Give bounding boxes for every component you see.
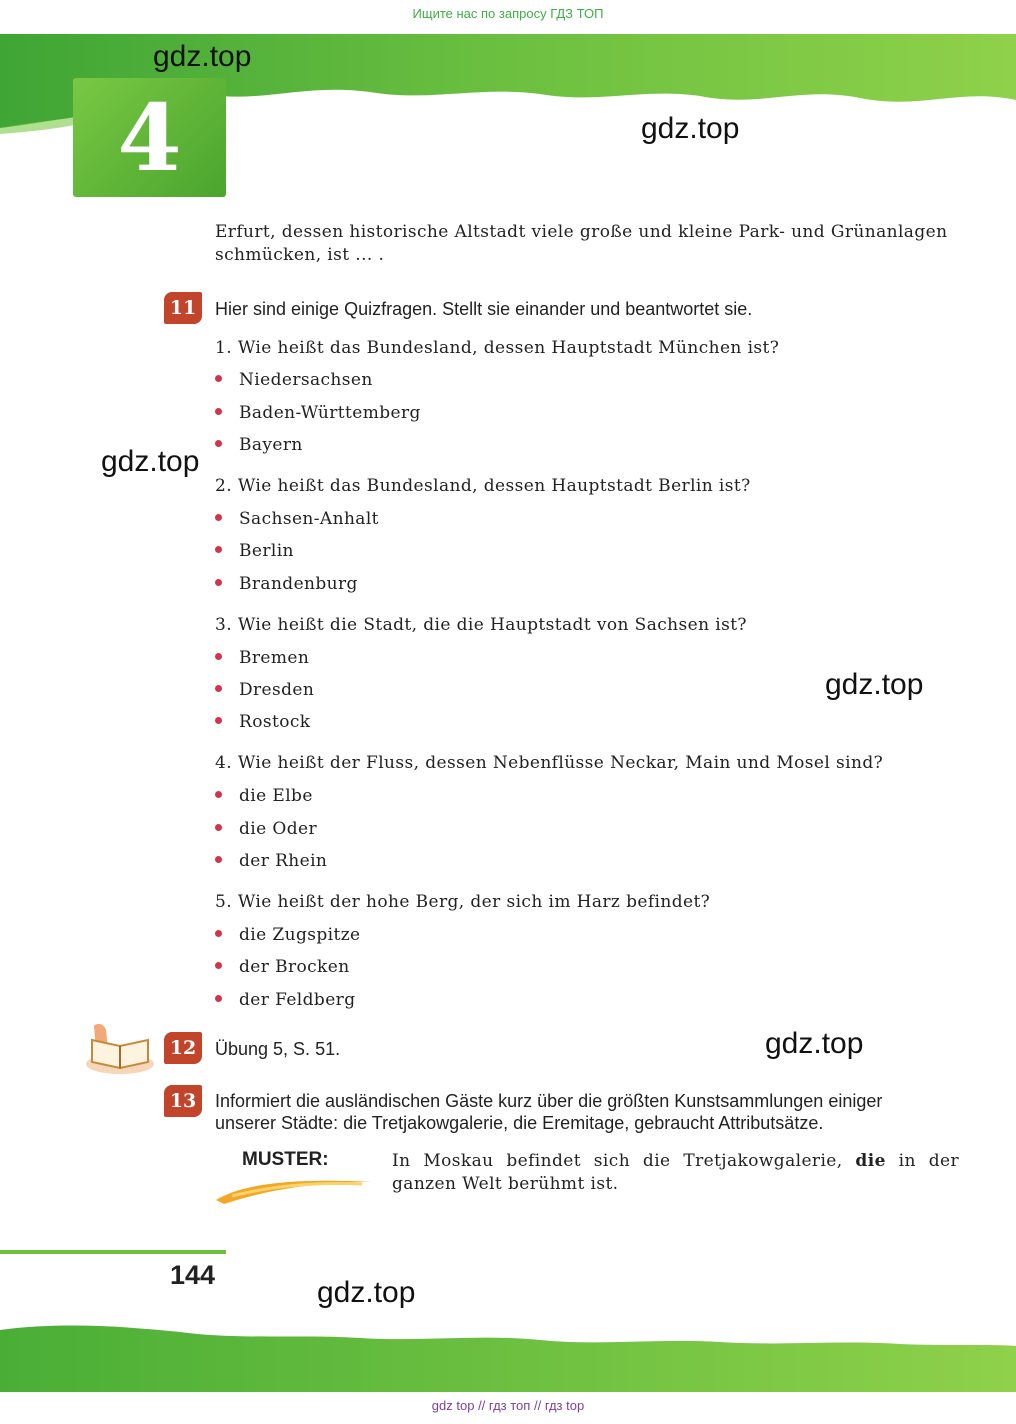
chapter-number: 4 (117, 83, 182, 192)
answer-option: Berlin (215, 541, 294, 561)
watermark: gdz.top (641, 112, 740, 145)
answer-option: Dresden (215, 680, 314, 700)
muster-label: MUSTER: (242, 1149, 329, 1170)
footer-link[interactable]: гдз топ (488, 1398, 531, 1413)
exercise-number: 12 (169, 1037, 197, 1059)
answer-option: die Zugspitze (215, 925, 361, 945)
quiz-question-1: 1. Wie heißt das Bundesland, dessen Hauptstadt München ist? (215, 338, 780, 358)
bullet-icon (215, 408, 222, 415)
answer-option: Bremen (215, 648, 309, 668)
exercise-12-reference: Übung 5, S. 51. (215, 1039, 341, 1059)
search-hint-link[interactable]: Ищите нас по запросу ГДЗ ТОП (412, 6, 604, 21)
answer-option: der Feldberg (215, 990, 355, 1010)
watermark: gdz.top (825, 668, 924, 701)
bullet-icon (215, 856, 222, 863)
bullet-icon (215, 995, 222, 1002)
bullet-icon (215, 514, 222, 521)
page-number: 144 (170, 1260, 216, 1290)
answer-option: Sachsen-Anhalt (215, 509, 379, 529)
bullet-icon (215, 962, 222, 969)
answer-option: Rostock (215, 712, 310, 732)
answer-option: die Elbe (215, 786, 313, 806)
watermark: gdz.top (765, 1027, 864, 1060)
exercise-13-line-1: Informiert die ausländischen Gäste kurz über die größten Kunstsammlungen einiger (215, 1091, 883, 1111)
answer-option: Baden-Württemberg (215, 403, 421, 423)
chapter-number-badge (73, 78, 226, 197)
brush-stroke-decoration (212, 1170, 376, 1206)
answer-option: der Rhein (215, 851, 327, 871)
quiz-question-3: 3. Wie heißt die Stadt, die die Hauptstadt von Sachsen ist? (215, 615, 747, 635)
intro-line-2: schmücken, ist ... . (215, 245, 385, 265)
exercise-number: 13 (169, 1090, 197, 1112)
bullet-icon (215, 717, 222, 724)
exercise-13-line-2: unserer Städte: die Tretjakowgalerie, die Eremitage, gebraucht Attributsätze. (215, 1113, 824, 1133)
bullet-icon (215, 653, 222, 660)
bullet-icon (215, 440, 222, 447)
quiz-question-2: 2. Wie heißt das Bundesland, dessen Hauptstadt Berlin ist? (215, 476, 751, 496)
bullet-icon (215, 791, 222, 798)
quiz-question-4: 4. Wie heißt der Fluss, dessen Nebenflüsse Neckar, Main und Mosel sind? (215, 753, 884, 773)
answer-option: Brandenburg (215, 574, 358, 594)
watermark: gdz.top (153, 40, 252, 73)
answer-option: die Oder (215, 819, 317, 839)
page-number-rule (0, 1250, 226, 1256)
watermark: gdz.top (101, 445, 200, 478)
exercise-11-badge (164, 292, 202, 324)
footer-link[interactable]: gdz top (431, 1398, 475, 1413)
bullet-icon (215, 375, 222, 382)
watermark: gdz.top (317, 1276, 416, 1309)
open-book-icon (84, 1020, 156, 1076)
bullet-icon (215, 824, 222, 831)
answer-option: der Brocken (215, 957, 350, 977)
footer-link[interactable]: гдз top (544, 1398, 585, 1413)
exercise-13-badge (164, 1085, 202, 1117)
bullet-icon (215, 685, 222, 692)
bullet-icon (215, 579, 222, 586)
answer-option: Niedersachsen (215, 370, 373, 390)
intro-line-1: Erfurt, dessen historische Altstadt viele große und kleine Park- und Grünanlagen (215, 222, 948, 242)
bullet-icon (215, 546, 222, 553)
exercise-number: 11 (169, 297, 197, 319)
exercise-11-instruction: Hier sind einige Quizfragen. Stellt sie einander und beantwortet sie. (215, 299, 753, 319)
footer-banner (0, 1316, 1016, 1392)
quiz-question-5: 5. Wie heißt der hohe Berg, der sich im Harz befindet? (215, 892, 711, 912)
exercise-12-badge (164, 1032, 202, 1064)
answer-option: Bayern (215, 435, 303, 455)
muster-example-text: In Moskau befindet sich die Tretjakowgalerie, die in der ganzen Welt berühmt ist. (392, 1151, 959, 1194)
bullet-icon (215, 930, 222, 937)
footer-links: gdz top // гдз топ // гдз top (431, 1398, 585, 1413)
